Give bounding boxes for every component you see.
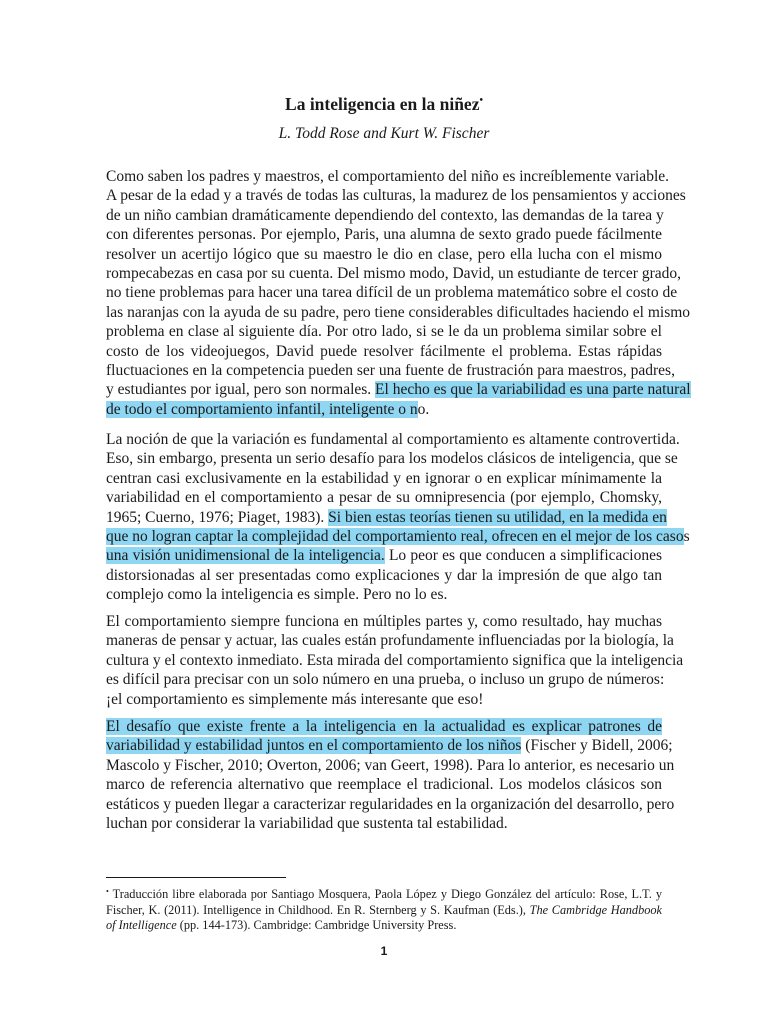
text-line bbox=[106, 775, 662, 794]
text-segment: complejo como la inteligencia es simple. Pero no lo es. bbox=[106, 586, 448, 604]
highlighted-text: una visión unidimensional de la inteligencia. bbox=[106, 547, 385, 565]
text-segment: variabilidad en el comportamiento a pesar de su omnipresencia (por ejemplo, Chomsky, bbox=[106, 489, 662, 507]
text-line bbox=[106, 508, 667, 527]
text-segment: distorsionadas al ser presentadas como explicaciones y dar la impresión de que algo tan bbox=[106, 566, 662, 584]
text-segment: con diferentes personas. Por ejemplo, Paris, una alumna de sexto grado puede fácilmente bbox=[106, 226, 662, 244]
text-segment: centran casi exclusivamente en la estabilidad y en ignorar o en explicar mínimamente la bbox=[106, 469, 662, 487]
page-number: 1 bbox=[380, 944, 388, 958]
text-line bbox=[106, 527, 690, 546]
text-segment: Como saben los padres y maestros, el comportamiento del niño es increíblemente variable. bbox=[106, 168, 670, 185]
text-line bbox=[106, 795, 675, 814]
text-line bbox=[106, 167, 670, 186]
text-segment: La noción de que la variación es fundamental al comportamiento es altamente controvertida. bbox=[106, 431, 680, 448]
highlighted-text: variabilidad y estabilidad juntos en el comportamiento de los niños bbox=[106, 737, 522, 755]
text-line bbox=[106, 814, 662, 833]
text-line bbox=[106, 717, 662, 736]
text-segment: 1965; Cuerno, 1976; Piaget, 1983). bbox=[106, 508, 329, 526]
text-segment: cultura y el contexto inmediato. Esta mirada del comportamiento significa que la inteligencia bbox=[106, 651, 684, 669]
text-segment: (Fischer y Bidell, 2006; bbox=[521, 737, 673, 755]
text-line bbox=[106, 430, 680, 449]
document-title bbox=[0, 89, 768, 116]
title-footnote-marker: • bbox=[479, 95, 483, 106]
text-segment: no tiene problemas para hacer una tarea difícil de un problema matemático sobre el costo de bbox=[106, 284, 678, 302]
paragraph bbox=[106, 717, 675, 833]
text-segment: ¡el comportamiento es simplemente más interesante que eso! bbox=[106, 690, 484, 708]
text-segment: maneras de pensar y actuar, las cuales están profundamente influenciadas por la biología, la bbox=[106, 632, 674, 650]
text-line bbox=[106, 380, 691, 399]
highlighted-text: Si bien estas teorías tienen su utilidad, en la medida en bbox=[328, 508, 667, 526]
text-line bbox=[106, 566, 662, 585]
text-line bbox=[106, 225, 662, 244]
text-segment: resolver un acertijo lógico que su maestro le dio en clase, pero ella lucha con el mismo bbox=[106, 245, 662, 263]
text-line bbox=[106, 264, 682, 283]
text-segment: costo de los videojuegos, David puede resolver fácilmente el problema. Estas rápidas bbox=[106, 342, 662, 360]
text-line bbox=[106, 612, 662, 631]
text-line bbox=[106, 631, 674, 650]
highlighted-text: El hecho es que la variabilidad es una parte natural bbox=[375, 381, 691, 399]
text-segment: El comportamiento siempre funciona en múltiples partes y, como resultado, hay muchas bbox=[106, 613, 662, 630]
text-line bbox=[106, 322, 662, 341]
paragraph bbox=[106, 612, 684, 709]
text-segment: Mascolo y Fischer, 2010; Overton, 2006; van Geert, 1998). Para lo anterior, es necesario un bbox=[106, 756, 675, 774]
text-line bbox=[106, 670, 665, 689]
highlighted-text: El desafío que existe frente a la inteligencia en la actualidad bbox=[106, 718, 506, 735]
text-segment: s bbox=[683, 527, 690, 545]
highlighted-text: es explicar patrones de bbox=[505, 718, 663, 735]
text-segment: marco de referencia alternativo que reemplace el tradicional. Los modelos clásicos son bbox=[106, 776, 662, 794]
text-line bbox=[106, 245, 662, 264]
footnote-separator bbox=[106, 877, 286, 878]
paragraph bbox=[106, 167, 691, 419]
text-line bbox=[106, 303, 691, 322]
text-line bbox=[106, 449, 678, 468]
text-segment: y estudiantes por igual, pero son normales. bbox=[106, 381, 376, 399]
text-segment: rompecabezas en casa por su cuenta. Del mismo modo, David, un estudiante de tercer grado, bbox=[106, 264, 682, 282]
text-segment: problema en clase al siguiente día. Por otro lado, si se le da un problema similar sobre el bbox=[106, 323, 662, 341]
text-line bbox=[106, 400, 662, 419]
text-line bbox=[106, 585, 662, 604]
text-line bbox=[106, 546, 662, 565]
text-segment: fluctuaciones en la competencia pueden ser una fuente de frustración para maestros, padres, bbox=[106, 361, 675, 379]
text-segment: es difícil para precisar con un solo número en una prueba, o incluso un grupo de números: bbox=[106, 671, 665, 689]
footnote-book-title: The Cambridge Handbook of Intelligence bbox=[106, 902, 662, 933]
text-segment: de un niño cambian dramáticamente dependiendo del contexto, las demandas de la tarea y bbox=[106, 206, 664, 224]
text-segment: o. bbox=[417, 400, 430, 418]
paragraph bbox=[106, 430, 690, 605]
text-segment: A pesar de la edad y a través de todas las culturas, la madurez de los pensamientos y acciones bbox=[106, 187, 686, 205]
authors-line: L. Todd Rose and Kurt W. Fischer bbox=[278, 125, 490, 142]
footnote-text: Traducción libre elaborada por Santiago Mosquera, Paola López y Diego González del artículo: Rose, L.T. y Fischer, K. (2011). Intelligence in Childhood. En R. Sternberg y S. Kaufman (Eds.), bbox=[106, 887, 662, 917]
text-line bbox=[106, 651, 684, 670]
text-line bbox=[106, 756, 675, 775]
text-segment: estáticos y pueden llegar a caracterizar regularidades en la organización del desarrollo, pero bbox=[106, 795, 675, 813]
footnote bbox=[106, 884, 662, 934]
text-line bbox=[106, 361, 675, 380]
text-line bbox=[106, 469, 662, 488]
text-segment: luchan por considerar la variabilidad que sustenta tal estabilidad. bbox=[106, 814, 508, 832]
title-text: La inteligencia en la niñez bbox=[285, 94, 480, 114]
text-line bbox=[106, 206, 662, 225]
text-line bbox=[106, 342, 662, 361]
highlighted-text: de todo el comportamiento infantil, inteligente o n bbox=[106, 400, 418, 418]
text-segment: Eso, sin embargo, presenta un serio desafío para los modelos clásicos de inteligencia, que se bbox=[106, 450, 678, 468]
footnote-marker: • bbox=[106, 887, 109, 896]
text-segment: Lo peor es que conducen a simplificaciones bbox=[384, 547, 662, 565]
footnote-text-end: (pp. 144-173). Cambridge: Cambridge University Press. bbox=[176, 918, 457, 933]
text-segment: las naranjas con la ayuda de su padre, pero tiene considerables dificultades haciendo el mismo bbox=[106, 303, 691, 321]
text-line bbox=[106, 186, 686, 205]
text-line bbox=[106, 283, 678, 302]
text-line bbox=[106, 736, 673, 755]
text-line bbox=[106, 690, 662, 709]
text-line bbox=[106, 488, 662, 507]
highlighted-text: que no logran captar la complejidad del comportamiento real, ofrecen en el mejor de los caso bbox=[106, 527, 684, 545]
